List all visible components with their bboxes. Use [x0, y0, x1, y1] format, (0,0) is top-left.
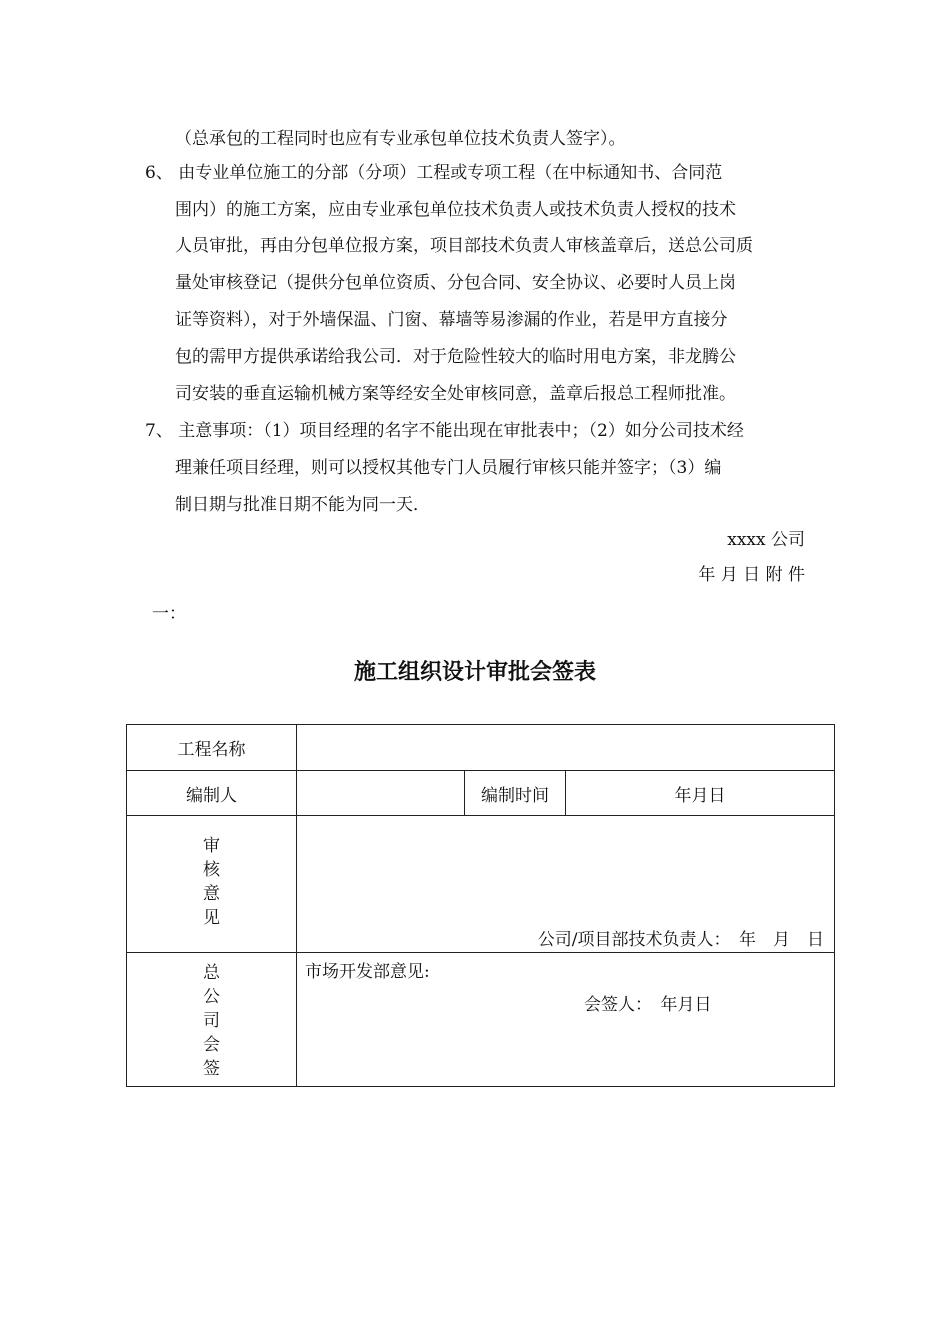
row-project-name — [127, 725, 835, 771]
paragraph-line-3: 围内）的施工方案，应由专业承包单位技术负责人或技术负责人授权的技术 — [175, 200, 736, 220]
preparer-value[interactable] — [297, 771, 465, 816]
paragraph-line-6: 证等资料），对于外墙保温、门窗、幕墙等易渗漏的作业，若是甲方直接分 — [175, 310, 728, 330]
review-label-text: 审 核 意 见 — [203, 836, 220, 928]
paragraph-line-10: 理兼任项目经理，则可以授权其他专门人员履行审核只能并签字；（3）编 — [175, 458, 722, 478]
form-title: 施工组织设计审批会签表 — [353, 660, 596, 685]
paragraph-line-11: 制日期与批准日期不能为同一天． — [175, 495, 430, 515]
hq-cosign-cell[interactable] — [297, 953, 835, 1087]
paragraph-line-9: 7、 主意事项：（1）项目经理的名字不能出现在审批表中；（2）如分公司技术经 — [145, 421, 744, 441]
paragraph-line-5: 量处审核登记（提供分包单位资质、分包合同、安全协议、必要时人员上岗 — [175, 273, 736, 293]
paragraph-line-7: 包的需甲方提供承诺给我公司．对于危险性较大的临时用电方案，非龙腾公 — [175, 347, 736, 367]
hq-cosign-label — [127, 953, 297, 1087]
row-review — [127, 816, 835, 953]
project-name-value[interactable] — [297, 725, 835, 771]
prep-time-label: 编制时间 — [465, 771, 566, 816]
signature-company: xxxx 公司 — [727, 530, 805, 550]
row-hq-cosign — [127, 953, 835, 1087]
paragraph-line-4: 人员审批，再由分包单位报方案，项目部技术负责人审核盖章后，送总公司质 — [175, 236, 753, 256]
review-label — [127, 816, 297, 953]
signature-date-attachment: 年 月 日 附 件 — [698, 565, 805, 585]
row-preparer — [127, 771, 835, 816]
prep-time-value[interactable]: 年月日 — [566, 771, 835, 816]
paragraph-line-8: 司安装的垂直运输机械方案等经安全处审核同意，盖章后报总工程师批准。 — [175, 384, 736, 404]
review-opinion-cell[interactable] — [297, 816, 835, 953]
paragraph-line-2: 6、 由专业单位施工的分部（分项）工程或专项工程（在中标通知书、合同范 — [145, 163, 723, 183]
preparer-label: 编制人 — [127, 771, 297, 816]
approval-form-table — [126, 724, 835, 1087]
market-opinion-label: 市场开发部意见: — [305, 962, 430, 982]
review-signature: 公司/项目部技术负责人： 年 月 日 — [537, 930, 825, 950]
cosign-signature: 会签人： 年月日 — [584, 995, 712, 1015]
hq-cosign-label-text: 总 公 司 会 签 — [203, 963, 220, 1079]
project-name-label: 工程名称 — [127, 725, 297, 771]
paragraph-line-1: （总承包的工程同时也应有专业承包单位技术负责人签字）。 — [175, 129, 626, 149]
attachment-number: 一： — [152, 604, 186, 624]
